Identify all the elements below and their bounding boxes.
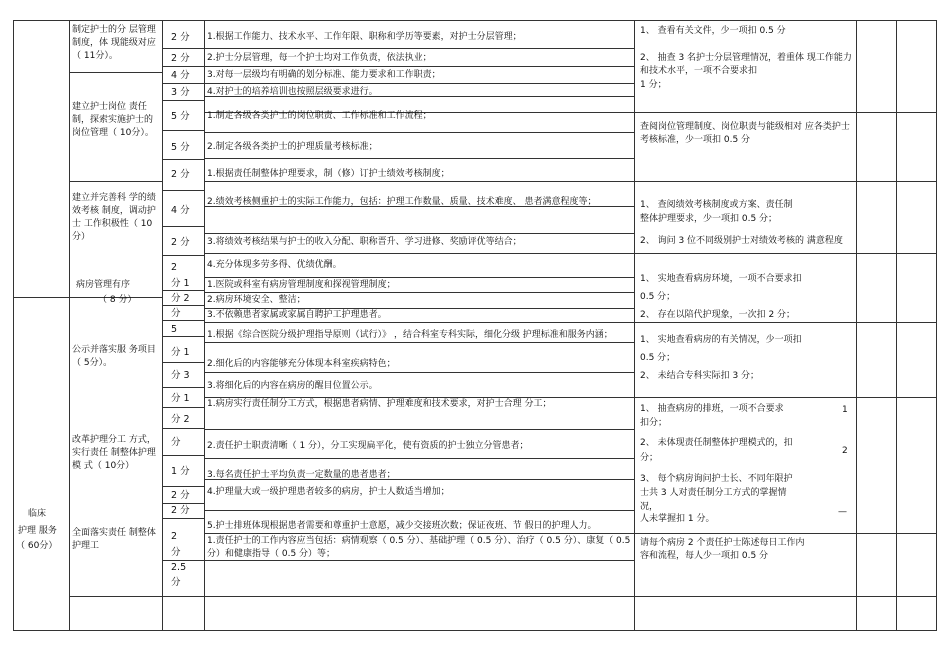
standard-text: 4.对护士的培养培训也按照层级要求进行。 <box>207 87 378 97</box>
score: 2 <box>171 262 178 273</box>
standard-text: 3.不依赖患者家属或家属自聘护工护理患者。 <box>207 310 387 320</box>
row-line <box>204 181 635 182</box>
score: 2 分 <box>171 169 190 180</box>
row-line <box>162 486 205 487</box>
standard-text: 1.医院或科室有病房管理制度和探视管理制度； <box>207 280 396 290</box>
score: 5 分 <box>171 142 190 153</box>
score: 4 分 <box>171 70 190 81</box>
row-line <box>204 342 635 343</box>
row-line <box>204 429 635 430</box>
standard-text: 3.将绩效考核结果与护士的收入分配、职称晋升、学习进修、奖励评优等结合； <box>207 237 522 247</box>
standard-text: 3.将细化后的内容在病房的醒目位置公示。 <box>207 381 378 391</box>
row-line <box>204 233 635 234</box>
frame-left <box>13 20 14 631</box>
method-text: 士共 3 人对责任制分工方式的掌握情 <box>640 488 787 498</box>
score: 2 分 <box>171 237 190 248</box>
row-line <box>162 83 205 84</box>
method-text: 1、 查看有关文件，少一项扣 0.5 分 <box>640 26 786 36</box>
score-mark: 1 <box>842 405 848 415</box>
standard-text: 2.病房环境安全、整洁； <box>207 295 306 305</box>
standard-text: 2.绩效考核侧重护士的实际工作能力，包括：护理工作数量、质量、技术难度、 患者满意程度等； <box>207 197 597 207</box>
row-line <box>204 132 635 133</box>
row-line <box>162 290 205 291</box>
row-line <box>162 455 205 456</box>
method-text: 1 分； <box>640 80 667 90</box>
method-text: 扣分； <box>640 418 668 428</box>
method-text: 0.5 分； <box>640 292 676 302</box>
row-line <box>204 277 635 278</box>
row-line <box>204 533 635 534</box>
row-line <box>69 72 163 73</box>
row-line <box>162 255 205 256</box>
section-label-line2: 护理 服务 <box>18 526 57 536</box>
method-text: 1、 查阅绩效考核制度或方案、责任制 <box>640 200 793 210</box>
standard-text: 4.充分体现多劳多得、优绩优酬。 <box>207 260 342 270</box>
standard-text: 1.病房实行责任制分工方式，根据患者病情、护理难度和技术要求，对护士合理 分工； <box>207 399 552 409</box>
row-line <box>634 322 936 323</box>
row-line <box>162 387 205 388</box>
row-line <box>204 83 635 84</box>
score: 5 <box>171 324 178 335</box>
row-line <box>204 596 635 597</box>
item-label: 病房管理有序 <box>76 280 131 290</box>
score: 分 1 <box>171 347 190 358</box>
row-line <box>162 66 205 67</box>
row-line <box>162 130 205 131</box>
score: 4 分 <box>171 205 190 216</box>
method-text: 1、 抽查病房的排班，一项不合要求 <box>640 404 784 414</box>
standard-text: 2.护士分层管理，每一个护士均对工作负责，依法执业； <box>207 53 432 63</box>
row-line <box>204 48 635 49</box>
item-label: 改革护理分工 方式，实行责任 制整体护理模 式（ 10分） <box>72 435 156 471</box>
standard-text: 4.护理量大或一级护理患者较多的病房，护士人数适当增加； <box>207 487 450 497</box>
frame-top <box>13 20 937 21</box>
row-line <box>204 253 635 254</box>
col-line <box>162 20 163 631</box>
row-line <box>162 48 205 49</box>
method-text: 0.5 分； <box>640 353 676 363</box>
method-text: 2、 询问 3 位不同级别护士对绩效考核的 满意程度 <box>640 236 843 246</box>
standard-text: 1.制定各级各类护士的岗位职责、工作标准和工作流程； <box>207 111 432 121</box>
score: 2.5 <box>171 562 187 573</box>
frame-right <box>936 20 937 631</box>
score-mark: 2 <box>842 446 848 456</box>
frame-bottom <box>13 630 937 631</box>
item-label: 全面落实责任 制整体护理工 <box>72 528 156 551</box>
score: 2 分 <box>171 490 190 501</box>
method-text: 况， <box>640 502 659 512</box>
row-line <box>13 297 163 298</box>
row-line <box>162 190 205 191</box>
row-line <box>162 362 205 363</box>
row-line <box>162 226 205 227</box>
method-text: 3、 每个病房询问护士长、不同年限护 <box>640 474 793 484</box>
row-line <box>162 336 205 337</box>
row-line <box>634 112 936 113</box>
standard-text: 1.根据工作能力、技术水平、工作年限、职称和学历等要素，对护士分层管理； <box>207 32 522 42</box>
row-line <box>162 518 205 519</box>
score: 2 分 <box>171 53 190 64</box>
score: 2 分 <box>171 32 190 43</box>
method-text: 请每个病房 2 个责任护士陈述每日工作内 <box>640 538 805 548</box>
standard-text: 3.对每一层级均有明确的划分标准、能力要求和工作职责； <box>207 70 441 80</box>
row-line <box>204 372 635 373</box>
row-line <box>634 253 936 254</box>
score: 分 2 <box>171 414 190 425</box>
standard-text: 2.责任护士职责清晰（ 1 分），分工实现扁平化，使有资质的护士独立分管患者； <box>207 441 529 451</box>
score: 2 分 <box>171 505 190 516</box>
standard-text: 5.护士排班体现根据患者需要和尊重护士意愿，减少交接班次数；保证夜班、节 假日的护理人力。 <box>207 521 597 531</box>
row-line <box>69 181 163 182</box>
standard-text: 1.责任护士的工作内容应当包括：病情观察（ 0.5 分）、基础护理（ 0.5 分）、治疗（ 0.5 分）、康复（ 0.5 分）和健康指导（ 0.5 分）等； <box>207 536 631 559</box>
method-text: 分； <box>640 453 659 463</box>
method-text: 人未掌握扣 1 分。 <box>640 514 715 524</box>
score: 分 <box>171 437 181 448</box>
row-line <box>634 397 936 398</box>
method-text: 2、 存在以陪代护现象，一次扣 2 分； <box>640 310 796 320</box>
score: 5 分 <box>171 111 190 122</box>
row-line <box>634 181 936 182</box>
section-label-line3: （ 60分） <box>16 541 58 551</box>
method-text: 2、 未结合专科实际扣 3 分； <box>640 371 760 381</box>
method-text: 1、 实地查看病房的有关情况，少一项扣 <box>640 335 802 345</box>
row-line <box>634 596 936 597</box>
standard-text: 2.细化后的内容能够充分体现本科室疾病特色； <box>207 359 396 369</box>
row-line <box>204 292 635 293</box>
item-label: 建立护士岗位 责任制，探索实施护士的岗位管理（ 10分）。 <box>72 102 154 138</box>
row-line <box>204 66 635 67</box>
method-text: 整体护理要求，少一项扣 0.5 分； <box>640 214 778 224</box>
row-line <box>162 305 205 306</box>
standard-text: 1.根据责任制整体护理要求，制（修）订护士绩效考核制度； <box>207 169 450 179</box>
section-label-line1: 临床 <box>28 509 47 519</box>
item-label: （ 8 分） <box>98 295 137 305</box>
score: 分 1 <box>171 393 190 404</box>
standard-text: 3.每名责任护士平均负责一定数量的患者患者； <box>207 470 396 480</box>
row-line <box>204 510 635 511</box>
score: 分 2 <box>171 293 190 304</box>
score: 1 分 <box>171 466 190 477</box>
score: 分 <box>171 308 181 319</box>
standard-text: 1.根据《综合医院分级护理指导原则（试行）》 ，结合科室专科实际，细化分级 护理标准和服务内涵； <box>207 330 613 340</box>
standard-text: 2.制定各级各类护士的护理质量考核标准； <box>207 142 378 152</box>
method-text: 2、 未体现责任制整体护理模式的，扣 <box>640 438 793 448</box>
row-line <box>162 596 205 597</box>
score: 分 <box>171 577 181 588</box>
score: 2 <box>171 531 178 542</box>
item-label: 公示并落实服 务项目（ 5分）。 <box>72 345 156 368</box>
row-line <box>162 428 205 429</box>
row-line <box>204 458 635 459</box>
row-line <box>162 159 205 160</box>
method-text: 1、 实地查看病房环境，一项不合要求扣 <box>640 274 802 284</box>
score: 分 1 <box>171 278 190 289</box>
score: 分 <box>171 547 181 558</box>
score-mark: — <box>838 507 847 517</box>
method-text: 容和流程，每人少一项扣 0.5 分 <box>640 551 769 561</box>
item-label: 制定护士的分 层管理制度，体 现能级对应（ 11分）。 <box>72 25 156 61</box>
row-line <box>634 533 936 534</box>
row-line <box>162 320 205 321</box>
score: 分 3 <box>171 370 190 381</box>
score: 3 分 <box>171 87 190 98</box>
item-label: 建立并完善科 学的绩效考核 制度，调动护士 工作积极性（ 10分） <box>72 193 156 242</box>
row-line <box>204 322 635 323</box>
row-line <box>69 596 163 597</box>
row-line <box>162 100 205 101</box>
row-line <box>204 158 635 159</box>
row-line <box>162 407 205 408</box>
col-line <box>69 20 70 631</box>
method-text: 查阅岗位管理制度、岗位职责与能级相对 应各类护士考核标准，少一项扣 0.5 分 <box>640 122 850 145</box>
method-text: 2、 抽查 3 名护士分层管理情况，着重体 现工作能力和技术水平，一项不合要求扣 <box>640 53 852 76</box>
